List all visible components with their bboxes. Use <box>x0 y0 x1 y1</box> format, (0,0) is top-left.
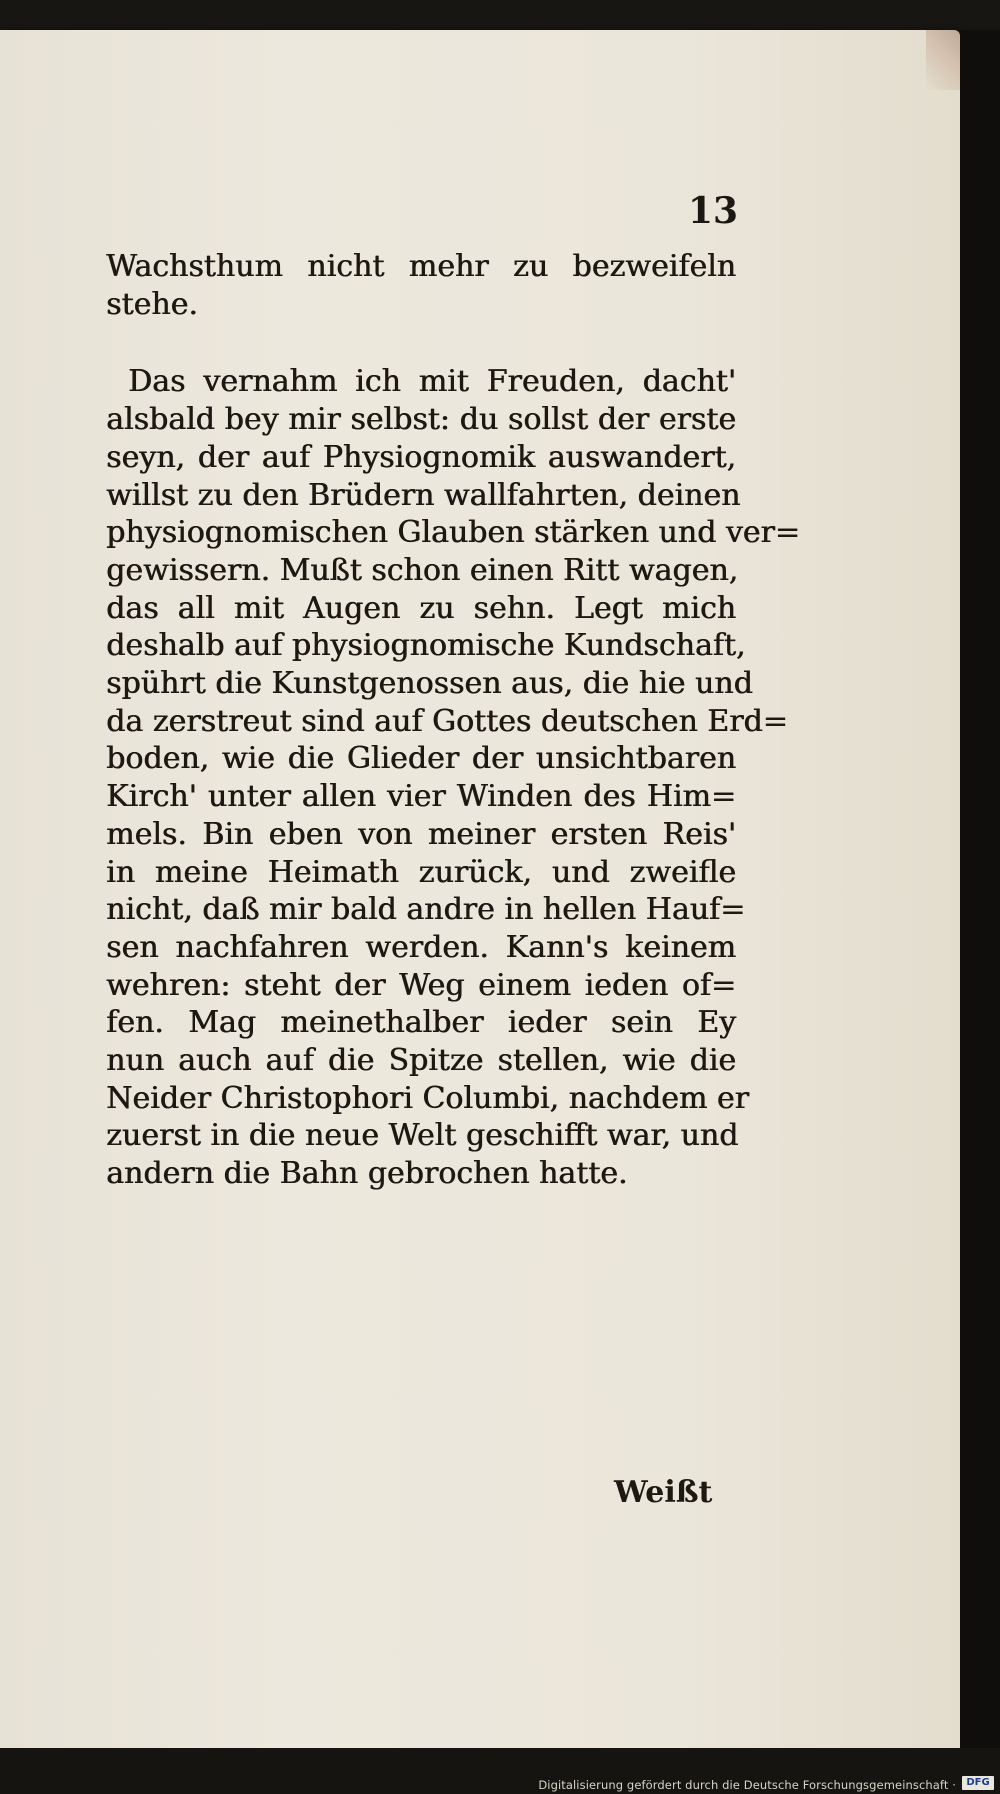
text-line: da zerstreut sind auf Gottes deutschen Erd= <box>106 703 788 739</box>
text-line: andern die Bahn gebrochen hatte. <box>106 1156 628 1192</box>
text-line: spührt die Kunstgenossen aus, die hie und <box>106 666 753 702</box>
text-line: Das vernahm ich mit Freuden, dacht' <box>128 364 736 400</box>
text-line: fen. Mag meinethalber ieder sein Ey <box>106 1005 736 1041</box>
text-line: in meine Heimath zurück, und zweifle <box>106 854 736 890</box>
scan-top-border <box>0 0 1000 32</box>
scan-right-border <box>960 30 1000 1748</box>
text-line: mels. Bin eben von meiner ersten Reis' <box>106 816 736 852</box>
text-line: physiognomischen Glauben stärken und ver= <box>106 515 800 551</box>
text-line: gewissern. Mußt schon einen Ritt wagen, <box>106 552 739 588</box>
dfg-logo: DFG <box>962 1776 994 1790</box>
body-text <box>106 248 800 1193</box>
text-line: sen nachfahren werden. Kann's keinem <box>106 929 736 965</box>
text-line: alsbald bey mir selbst: du sollst der erste <box>106 402 736 438</box>
text-line: stehe. <box>106 286 198 322</box>
text-line: zuerst in die neue Welt geschifft war, und <box>106 1118 739 1154</box>
text-line: das all mit Augen zu sehn. Legt mich <box>106 590 736 626</box>
text-line: nun auch auf die Spitze stellen, wie die <box>106 1043 736 1079</box>
text-line: Kirch' unter allen vier Winden des Him= <box>106 779 736 815</box>
text-line: wehren: steht der Weg einem ieden of= <box>106 967 736 1003</box>
text-line: Wachsthum nicht mehr zu bezweifeln <box>106 249 736 284</box>
paragraph-gap <box>106 323 736 363</box>
text-line: seyn, der auf Physiognomik auswandert, <box>106 439 736 475</box>
text-line: willst zu den Brüdern wallfahrten, deinen <box>106 477 741 513</box>
text-line: deshalb auf physiognomische Kundschaft, <box>106 628 746 664</box>
text-line: nicht, daß mir bald andre in hellen Hauf= <box>106 892 746 928</box>
text-line: boden, wie die Glieder der unsichtbaren <box>106 741 736 777</box>
catchword: Weißt <box>614 1475 713 1510</box>
page-number: 13 <box>688 190 739 232</box>
digitization-credit: Digitalisierung gefördert durch die Deutsche Forschungsgemeinschaft · <box>538 1778 956 1792</box>
text-line: Neider Christophori Columbi, nachdem er <box>106 1080 749 1116</box>
